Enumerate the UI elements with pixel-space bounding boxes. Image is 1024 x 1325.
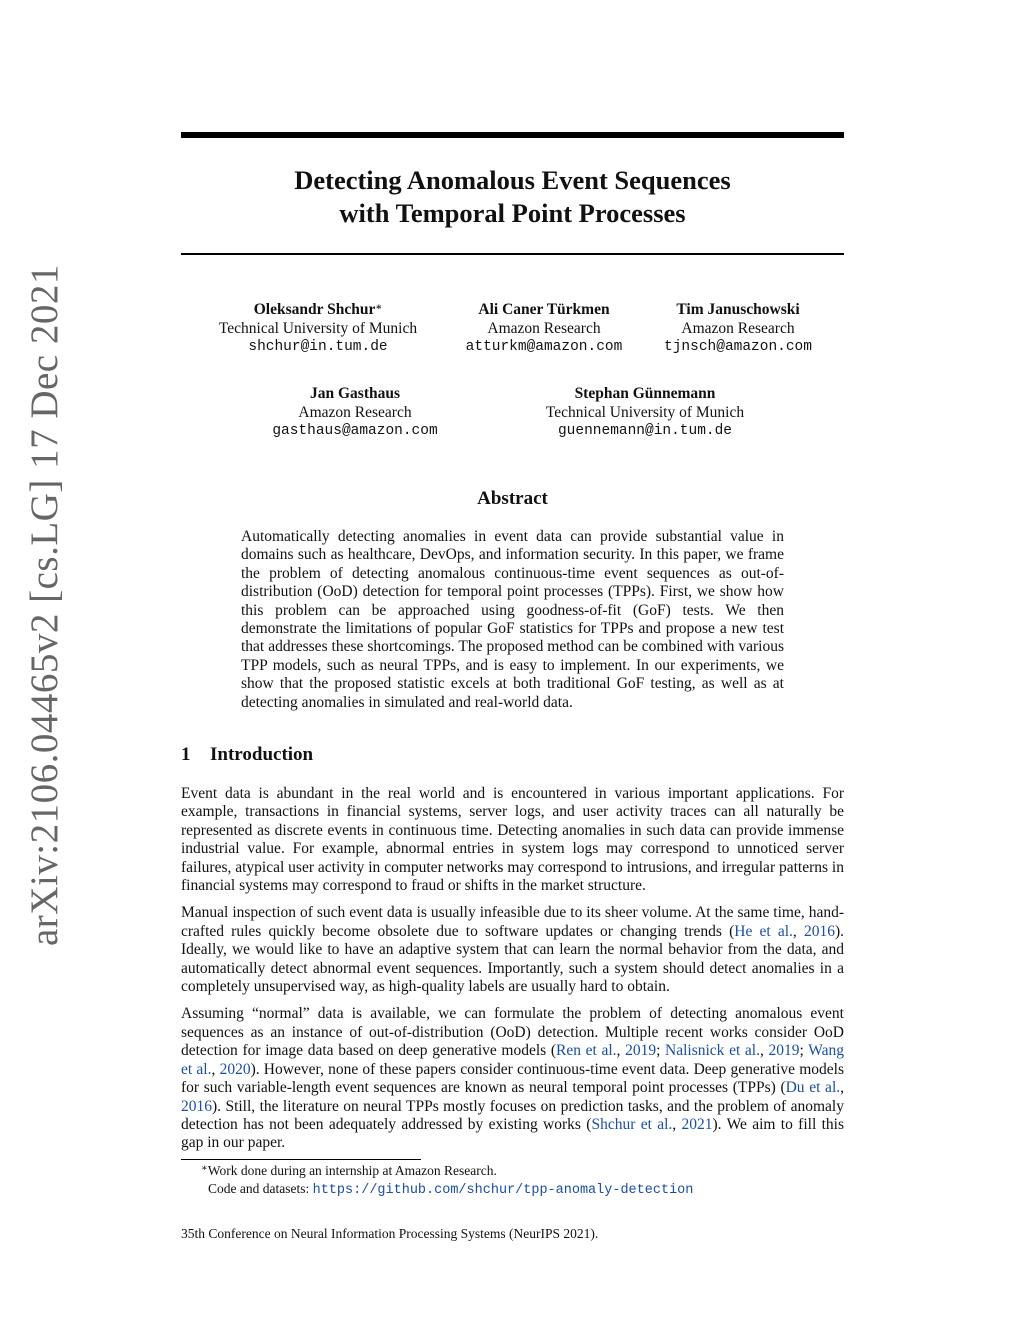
paper-title — [181, 164, 844, 230]
author-email[interactable]: gasthaus@amazon.com — [272, 423, 438, 439]
citation-link[interactable]: 2016 — [181, 1097, 212, 1115]
paragraph: Event data is abundant in the real world and is encountered in various important applications. For example, transactions in financial systems, server logs, and user activity traces can all naturally be represented as discrete events in continuous time. Detecting anomalies in such data can provide immense industrial value. For example, abnormal entries in system logs may correspond to unnoticed server failures, atypical user activity in computer networks may correspond to intrusions, and irregular patterns in financial systems may correspond to fraud or shifts in the market structure. — [181, 785, 844, 895]
author-affiliation: Amazon Research — [298, 404, 412, 421]
author-affiliation: Technical University of Munich — [545, 404, 745, 421]
citation-link[interactable]: 2020 — [219, 1060, 251, 1078]
author-email[interactable]: tjnsch@amazon.com — [664, 339, 812, 355]
author-block — [464, 300, 624, 357]
author-name: Oleksandr Shchur∗ — [253, 301, 383, 318]
section-title: Introduction — [210, 744, 314, 765]
title-line-1: Detecting Anomalous Event Sequences — [294, 165, 731, 195]
citation-link[interactable]: Du et al. — [785, 1079, 841, 1097]
footnote — [201, 1162, 694, 1199]
author-name: Ali Caner Türkmen — [478, 301, 610, 318]
author-email[interactable]: shchur@in.tum.de — [248, 339, 388, 355]
citation-link[interactable]: 2019 — [625, 1042, 657, 1060]
author-block — [663, 300, 813, 357]
citation-link[interactable]: 2019 — [768, 1042, 800, 1060]
title-bottom-rule — [181, 253, 844, 255]
introduction-body — [181, 785, 844, 1162]
footnote-line: ∗Work done during an internship at Amazon Research. — [201, 1163, 497, 1178]
section-number: 1 — [181, 744, 191, 765]
code-repository-link[interactable]: https://github.com/shchur/tpp-anomaly-detection — [312, 1182, 694, 1198]
author-block — [211, 300, 425, 357]
abstract-heading: Abstract — [477, 488, 548, 509]
section-heading — [181, 744, 313, 766]
citation-link[interactable]: Ren et al. — [556, 1042, 617, 1060]
author-email[interactable]: atturkm@amazon.com — [465, 339, 623, 355]
author-name: Jan Gasthaus — [309, 385, 401, 402]
paragraph: Assuming “normal” data is available, we can formulate the problem of detecting anomalous event sequences as an instance of out-of-distribution (OoD) detection. Multiple recent works consider OoD detection for image data based on deep generative models (Ren et al., 2019; Nalisnick et al., 2019; Wang et al., 2020). However, none of these papers consider continuous-time event data. Deep generative models for such variable-length event sequences are known as neural temporal point processes (TPPs) (Du et al., 2016). Still, the literature on neural TPPs mostly focuses on prediction tasks, and the problem of anomaly detection has not been adequately addressed by existing works (Shchur et al., 2021). We aim to fill this gap in our paper. — [181, 1005, 845, 1152]
author-affiliation: Amazon Research — [681, 320, 795, 337]
author-email[interactable]: guennemann@in.tum.de — [557, 423, 733, 439]
title-line-2: with Temporal Point Processes — [339, 198, 686, 228]
footnote-rule — [181, 1159, 421, 1160]
citation-link[interactable]: Wang et al. — [181, 1042, 844, 1078]
paragraph: Manual inspection of such event data is usually infeasible due to its sheer volume. At the same time, hand-crafted rules quickly become obsolete due to software updates or changing trends (He et al., 2016). Ideally, we would like to have an adaptive system that can learn the normal behavior from the data, and automatically detect abnormal event sequences. Importantly, such a system should detect anomalies in a completely unsupervised way, as high-quality labels are usually hard to obtain. — [181, 904, 844, 996]
footnote-code-line: Code and datasets: https://github.com/shchur/tpp-anomaly-detection — [208, 1180, 694, 1198]
title-top-rule — [181, 132, 844, 138]
abstract-text: Automatically detecting anomalies in event data can provide substantial value in domains such as healthcare, DevOps, and information security. In this paper, we frame the problem of detecting anomalous continuous-time event sequences as out-of-distribution (OoD) detection for temporal point processes (TPPs). First, we show how this problem can be approached using goodness-of-fit (GoF) tests. We then demonstrate the limitations of popular GoF statistics for TPPs and propose a new test that addresses these shortcomings. The proposed method can be combined with various TPP models, such as neural TPPs, and is easy to implement. In our experiments, we show that the proposed statistic excels at both traditional GoF testing, as well as at detecting anomalies in simulated and real-world data. — [241, 528, 784, 711]
citation-link[interactable]: Nalisnick et al. — [665, 1042, 760, 1060]
author-block — [538, 384, 752, 441]
author-name: Stephan Günnemann — [574, 385, 716, 402]
arxiv-identifier: arXiv:2106.04465v2 [cs.LG] 17 Dec 2021 — [23, 264, 66, 946]
author-affiliation: Technical University of Munich — [218, 320, 418, 337]
author-affiliation: Amazon Research — [487, 320, 601, 337]
citation-link[interactable]: Shchur et al. — [591, 1115, 673, 1133]
venue-note: 35th Conference on Neural Information Processing Systems (NeurIPS 2021). — [181, 1226, 599, 1241]
author-name: Tim Januschowski — [676, 301, 800, 318]
author-block — [272, 384, 438, 441]
citation-link[interactable]: He et al. — [734, 922, 793, 940]
citation-link[interactable]: 2016 — [803, 922, 835, 940]
citation-link[interactable]: 2021 — [681, 1115, 713, 1133]
